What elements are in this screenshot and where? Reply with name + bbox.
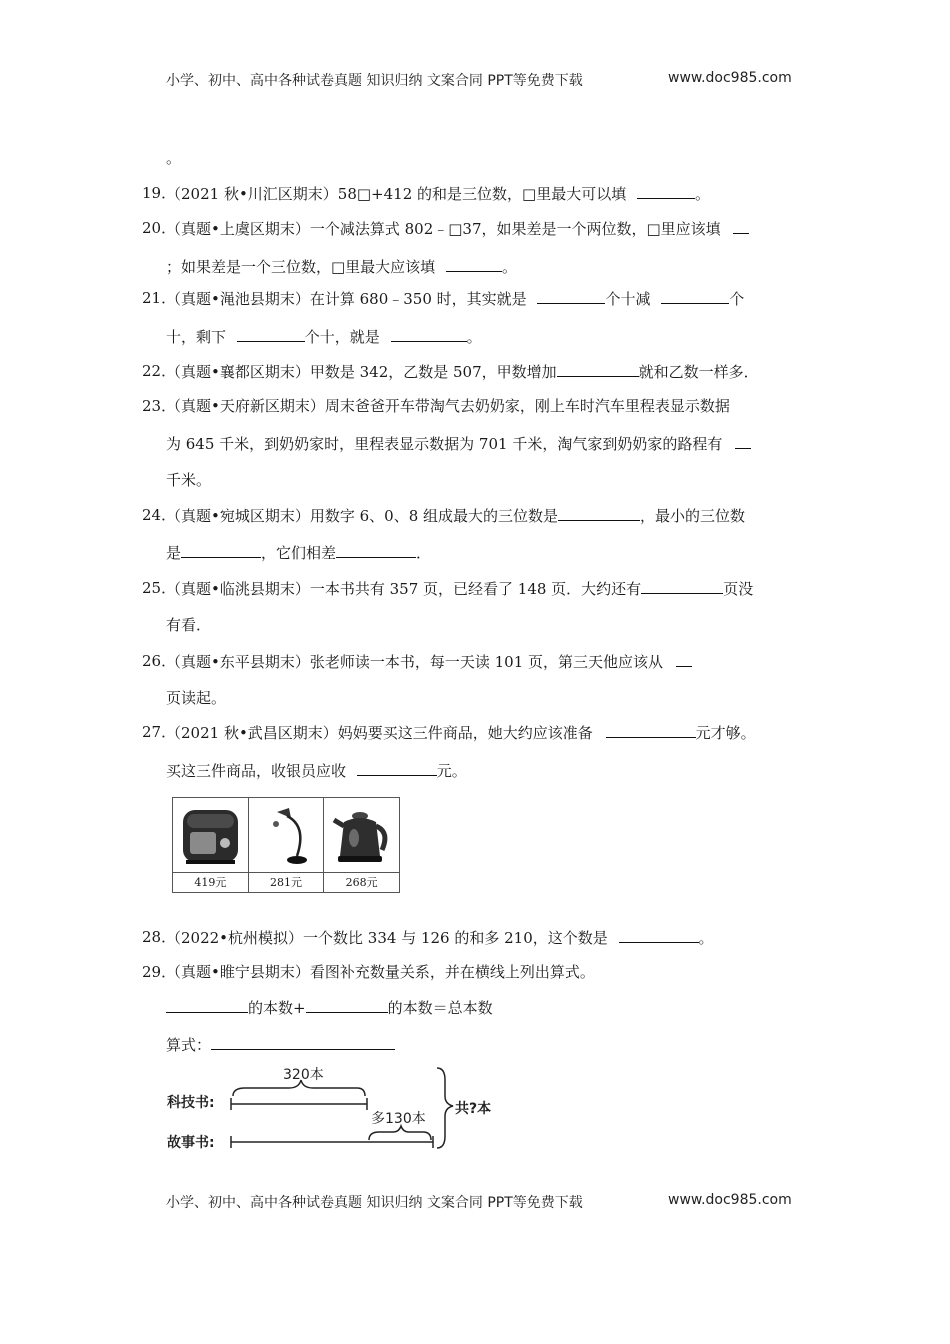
- question-text: 的本数+: [248, 999, 306, 1017]
- product-rice-cooker: [173, 798, 249, 892]
- leading-mark: 。: [166, 149, 182, 167]
- answer-blank[interactable]: [637, 183, 695, 199]
- question-text: （2022•杭州模拟）一个数比 334 与 126 的和多 210，这个数是: [166, 929, 608, 947]
- question-text: （真题•睢宁县期末）看图补充数量关系，并在横线上列出算式。: [166, 963, 595, 981]
- answer-blank[interactable]: [391, 326, 467, 342]
- science-amount-label: 320本: [283, 1067, 324, 1083]
- header-title: 小学、初中、高中各种试卷真题 知识归纳 文案合同 PPT等免费下载: [166, 73, 583, 89]
- product-desk-lamp: [249, 798, 325, 892]
- difference-label: 多130本: [371, 1111, 426, 1127]
- question-text: （真题•临洮县期末）一本书共有 357 页，已经看了 148 页．大约还有: [166, 580, 642, 598]
- answer-blank[interactable]: [661, 288, 729, 304]
- question-text: ，它们相差: [261, 544, 337, 562]
- answer-blank[interactable]: [558, 505, 640, 521]
- product-kettle: [324, 798, 399, 892]
- question-text: 元才够。: [695, 724, 756, 742]
- question-text: （真题•上虞区期末）一个减法算式 802﹣□37，如果差是一个两位数，□里应该填: [166, 220, 721, 238]
- answer-blank[interactable]: [306, 997, 388, 1013]
- question-text: （2021 秋•武昌区期末）妈妈要买这三件商品，她大约应该准备: [166, 724, 593, 742]
- question-number: 28．: [142, 928, 177, 946]
- question-number: 20．: [142, 219, 177, 237]
- question-number: 19．: [142, 184, 177, 202]
- question-number: 23．: [142, 397, 177, 415]
- question-tail: 。: [501, 258, 517, 276]
- kettle-icon: [324, 798, 399, 872]
- formula-label: 算式：: [166, 1036, 212, 1054]
- product-table: [172, 797, 400, 893]
- answer-blank[interactable]: [619, 927, 699, 943]
- product-price: 281元: [249, 872, 324, 892]
- question-number: 24．: [142, 506, 177, 524]
- question-tail: ．: [416, 544, 432, 562]
- question-text: ；如果差是一个三位数，□里最大应该填: [166, 258, 436, 276]
- rice-cooker-icon: [173, 798, 248, 872]
- answer-blank[interactable]: [237, 326, 305, 342]
- answer-blank[interactable]: [357, 760, 437, 776]
- product-price: 419元: [173, 872, 248, 892]
- question-text: （真题•襄都区期末）甲数是 342，乙数是 507，甲数增加: [166, 363, 557, 381]
- answer-blank[interactable]: [537, 288, 605, 304]
- answer-blank[interactable]: [735, 433, 751, 449]
- question-number: 26．: [142, 652, 177, 670]
- footer-title: 小学、初中、高中各种试卷真题 知识归纳 文案合同 PPT等免费下载: [166, 1195, 583, 1211]
- answer-blank[interactable]: [733, 218, 749, 234]
- desk-lamp-icon: [249, 798, 324, 872]
- question-text: 的本数＝总本数: [387, 999, 493, 1017]
- question-text: 页没: [723, 580, 754, 598]
- product-price: 268元: [324, 872, 399, 892]
- question-number: 27．: [142, 723, 177, 741]
- question-text: 买这三件商品，收银员应收: [166, 762, 347, 780]
- question-text: 个十减: [605, 290, 651, 308]
- question-text: ，最小的三位数: [640, 507, 746, 525]
- question-number: 22．: [142, 362, 177, 380]
- question-tail: 。: [698, 929, 714, 947]
- answer-blank[interactable]: [641, 578, 723, 594]
- answer-blank[interactable]: [166, 997, 248, 1013]
- question-text: 有看．: [166, 616, 212, 634]
- question-number: 21．: [142, 289, 177, 307]
- question-text: （真题•渑池县期末）在计算 680﹣350 时，其实就是: [166, 290, 527, 308]
- answer-blank[interactable]: [446, 256, 502, 272]
- science-books-label: 科技书:: [167, 1095, 215, 1111]
- question-number: 25．: [142, 579, 177, 597]
- footer-site: www.doc985.com: [668, 1192, 792, 1208]
- total-label: 共?本: [455, 1101, 492, 1117]
- question-text: 十，剩下: [166, 328, 227, 346]
- question-text: （真题•宛城区期末）用数字 6、0、8 组成最大的三位数是: [166, 507, 559, 525]
- question-text: 页读起。: [166, 689, 227, 707]
- question-tail: 。: [466, 328, 482, 346]
- question-text: 个: [729, 290, 745, 308]
- question-text: 个十，就是: [304, 328, 380, 346]
- question-text: （真题•天府新区期末）周末爸爸开车带淘气去奶奶家，刚上车时汽车里程表显示数据: [166, 397, 730, 415]
- question-text: 是: [166, 544, 182, 562]
- question-number: 29．: [142, 963, 177, 981]
- formula-blank[interactable]: [211, 1034, 395, 1050]
- answer-blank[interactable]: [676, 651, 692, 667]
- question-text: 千米。: [166, 471, 212, 489]
- book-diagram: [165, 1060, 495, 1155]
- answer-blank[interactable]: [181, 542, 261, 558]
- question-text: 就和乙数一样多．: [638, 363, 759, 381]
- question-tail: 。: [694, 185, 710, 203]
- question-text: 元。: [436, 762, 467, 780]
- question-text: 为 645 千米，到奶奶家时，里程表显示数据为 701 千米，淘气家到奶奶家的路程有: [166, 435, 723, 453]
- answer-blank[interactable]: [336, 542, 416, 558]
- answer-blank[interactable]: [557, 361, 639, 377]
- answer-blank[interactable]: [606, 722, 696, 738]
- story-books-label: 故事书:: [167, 1135, 215, 1151]
- header-site: www.doc985.com: [668, 70, 792, 86]
- question-text: （2021 秋•川汇区期末）58□+412 的和是三位数，□里最大可以填: [166, 185, 627, 203]
- question-text: （真题•东平县期末）张老师读一本书，每一天读 101 页，第三天他应该从: [166, 653, 664, 671]
